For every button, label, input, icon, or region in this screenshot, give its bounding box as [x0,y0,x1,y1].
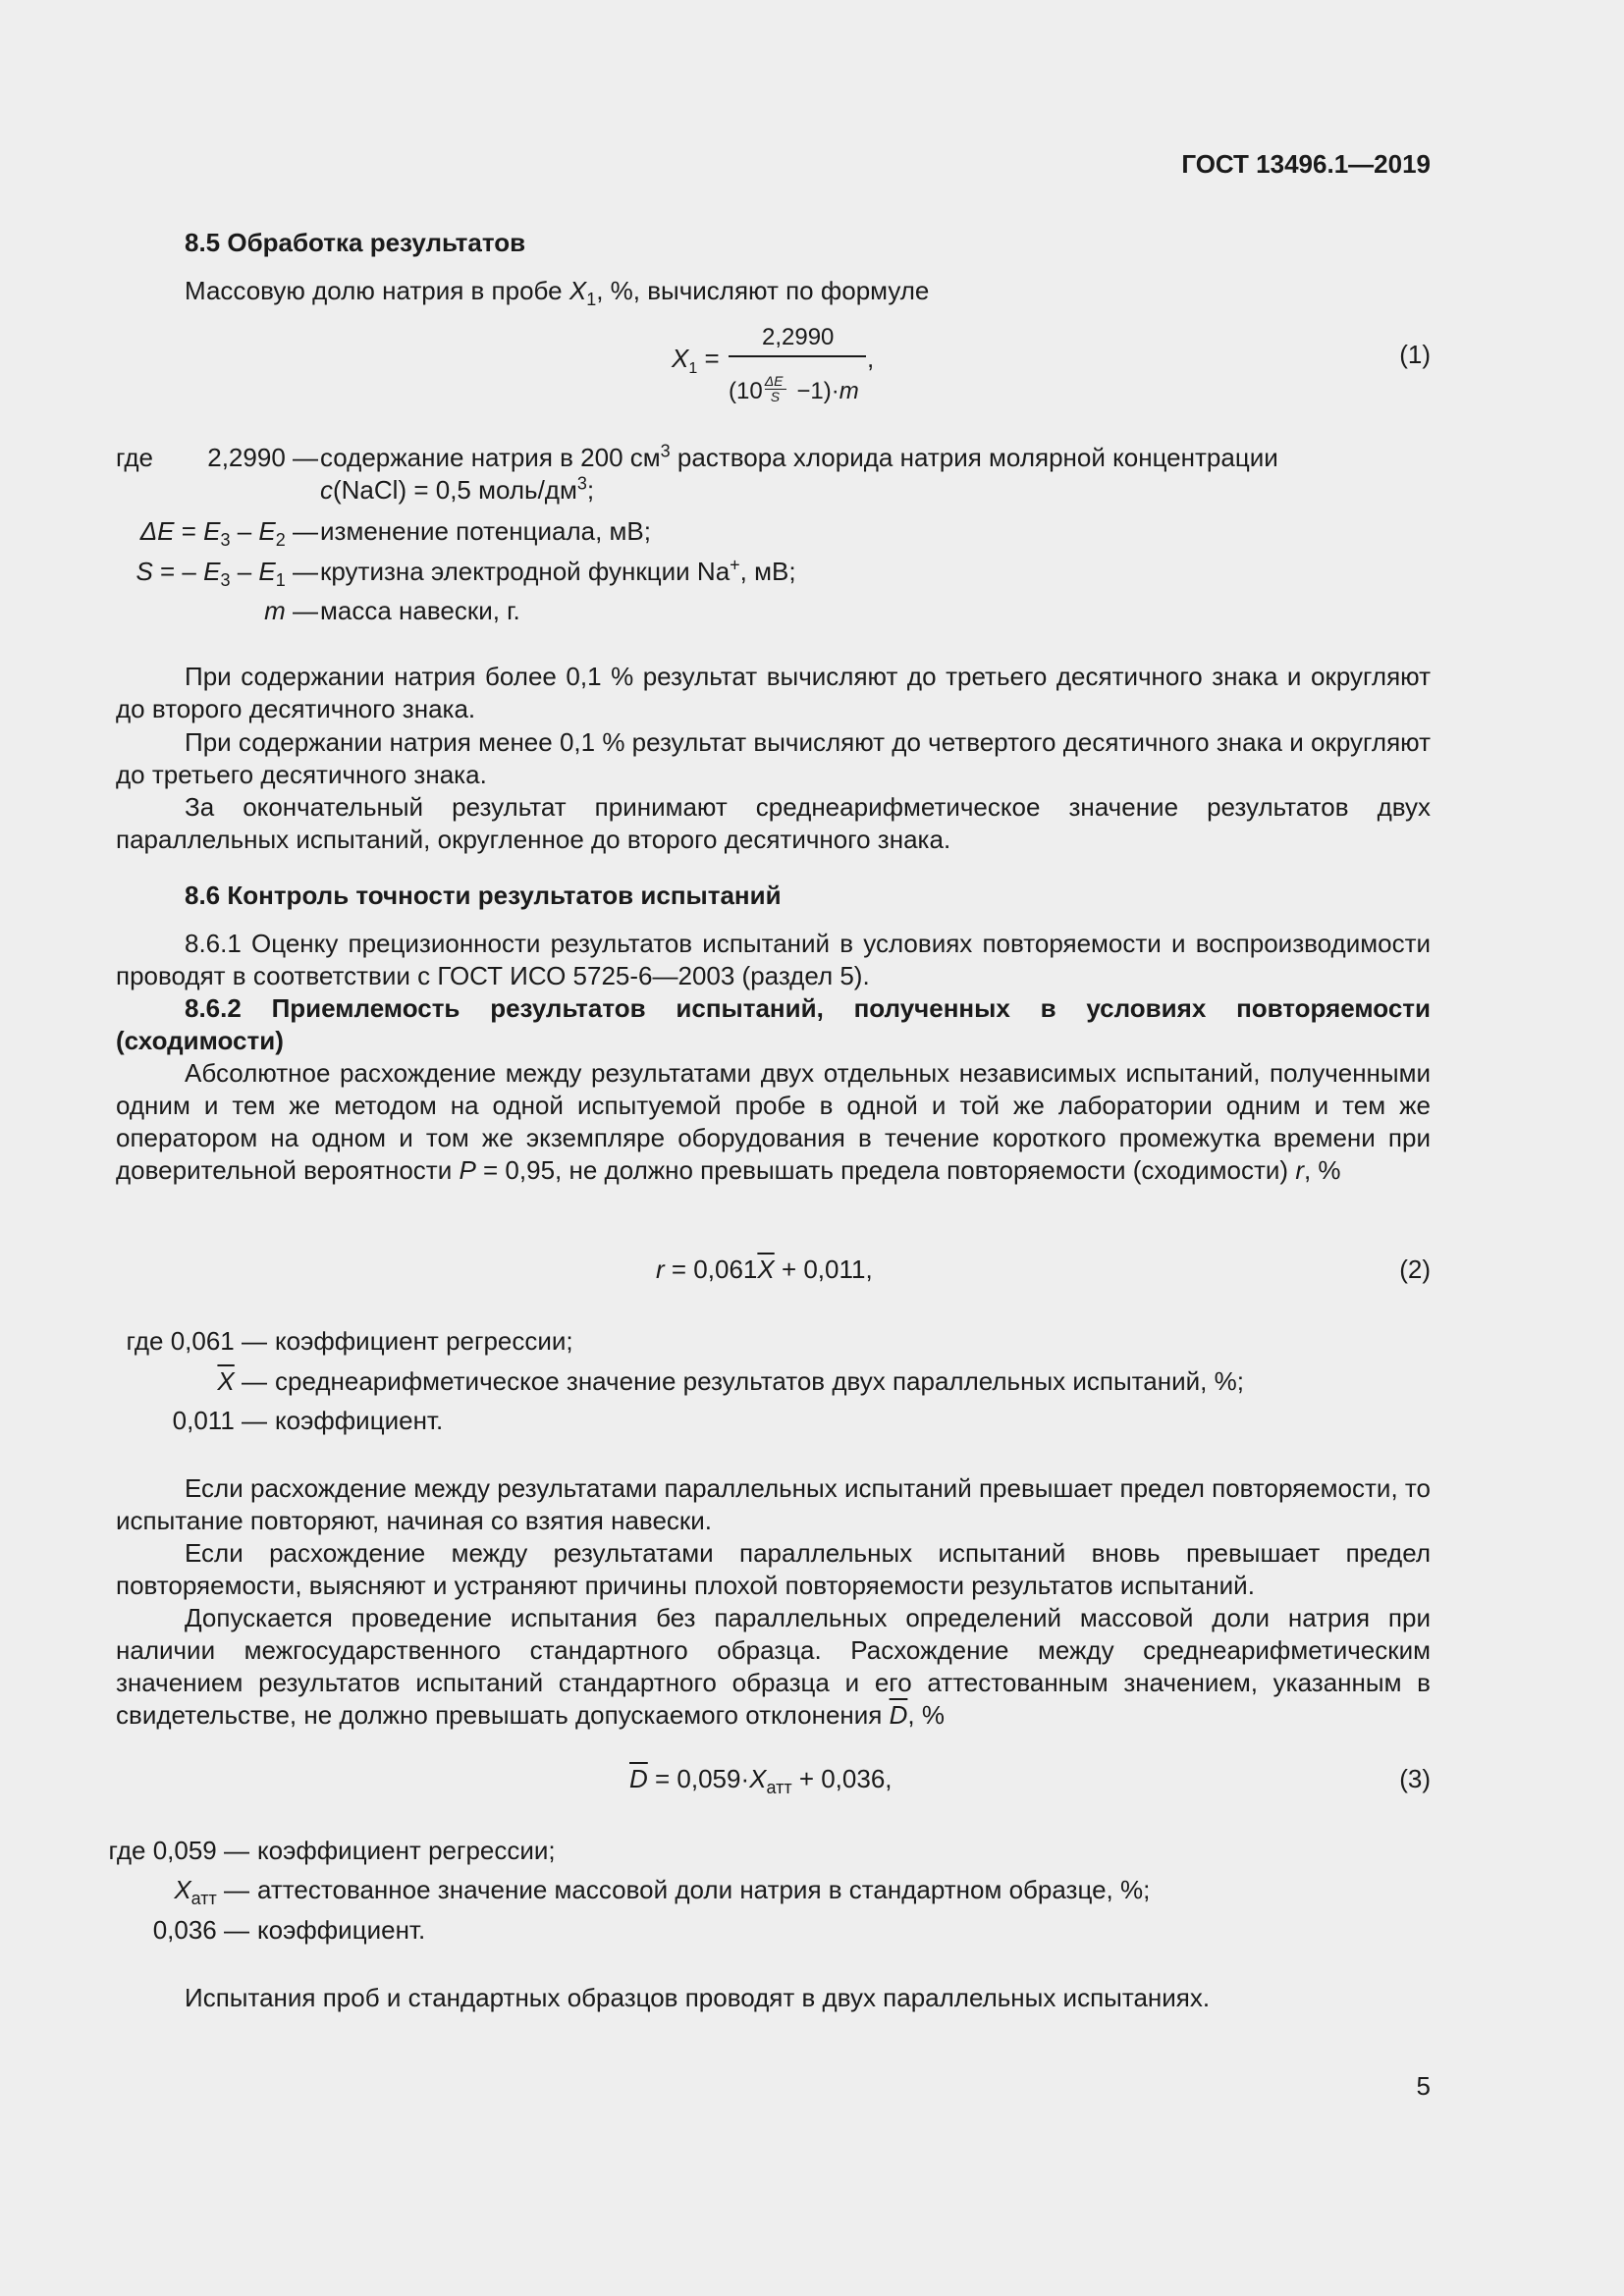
paragraph-repeat-exceeds: Если расхождение между результатами параллельных испытаний вновь превышает предел повторяемости, выясняют и устраняют причины плохой повторяемости результатов испытаний. [116,1538,1431,1600]
formula-2-number: (2) [1399,1255,1431,1284]
paragraph-reference-sample: Допускается проведение испытания без параллельных определений массовой доли натрия при наличии межгосударственного стандартного образца. Расхождение между среднеарифметическим значением результатов испытаний стандартного образца и его аттестованным значением, указанным в свидетельстве, не должно превышать допускаемого отклонения $\overline{D}$, % [116,1603,1431,1730]
formula-1-denominator: (10 $\frac{\Delta E}{S}$ −1)·m [729,373,859,404]
section-8-6-title: 8.6 Контроль точности результатов испытаний [185,881,782,910]
section-8-6-2-title: 8.6.2 Приемлемость результатов испытаний, полученных в условиях повторяемости (сходимости) [116,993,1431,1055]
formula-1-numerator: 2,2990 [762,324,835,350]
formula-1-number: (1) [1399,340,1431,369]
paragraph-rounding-above: При содержании натрия более 0,1 % результат вычисляют до третьего десятичного знака и округляют до второго десятичного знака. [116,662,1431,723]
section-8-5-intro: Массовую долю натрия в пробе $X_1$, %, вычисляют по формуле [185,276,930,310]
paragraph-parallel-tests: Испытания проб и стандартных образцов проводят в двух параллельных испытаниях. [185,1983,1211,2012]
section-8-5-title: 8.5 Обработка результатов [185,228,526,257]
document-code: ГОСТ 13496.1—2019 [1181,149,1431,179]
paragraph-repeat-test: Если расхождение между результатами параллельных испытаний превышает предел повторяемости, то испытание повторяют, начиная со взятия навески. [116,1473,1431,1535]
paragraph-final-result: За окончательный результат принимают среднеарифметическое значение результатов двух параллельных испытаний, округленное до второго десятичного знака. [116,792,1431,854]
page-number: 5 [1416,2071,1431,2101]
paragraph-rounding-below: При содержании натрия менее 0,1 % результат вычисляют до четвертого десятичного знака и округляют до третьего десятичного знака. [116,727,1431,789]
paragraph-8-6-1: 8.6.1 Оценку прецизионности результатов испытаний в условиях повторяемости и воспроизводимости проводят в соответствии с ГОСТ ИСО 5725-6—2003 (раздел 5). [116,929,1431,990]
fraction-bar [729,355,866,357]
formula-3-number: (3) [1399,1764,1431,1793]
paragraph-8-6-2: Абсолютное расхождение между результатами двух отдельных независимых испытаний, полученными одним и тем же методом на одной испытуемой пробе в одной и той же лаборатории одним и тем же оператором на одном и том же экземпляре оборудования в течение короткого промежутка времени при доверительной вероятности P = 0,95, не должно превышать предела повторяемости (сходимости) r, % [116,1058,1431,1185]
